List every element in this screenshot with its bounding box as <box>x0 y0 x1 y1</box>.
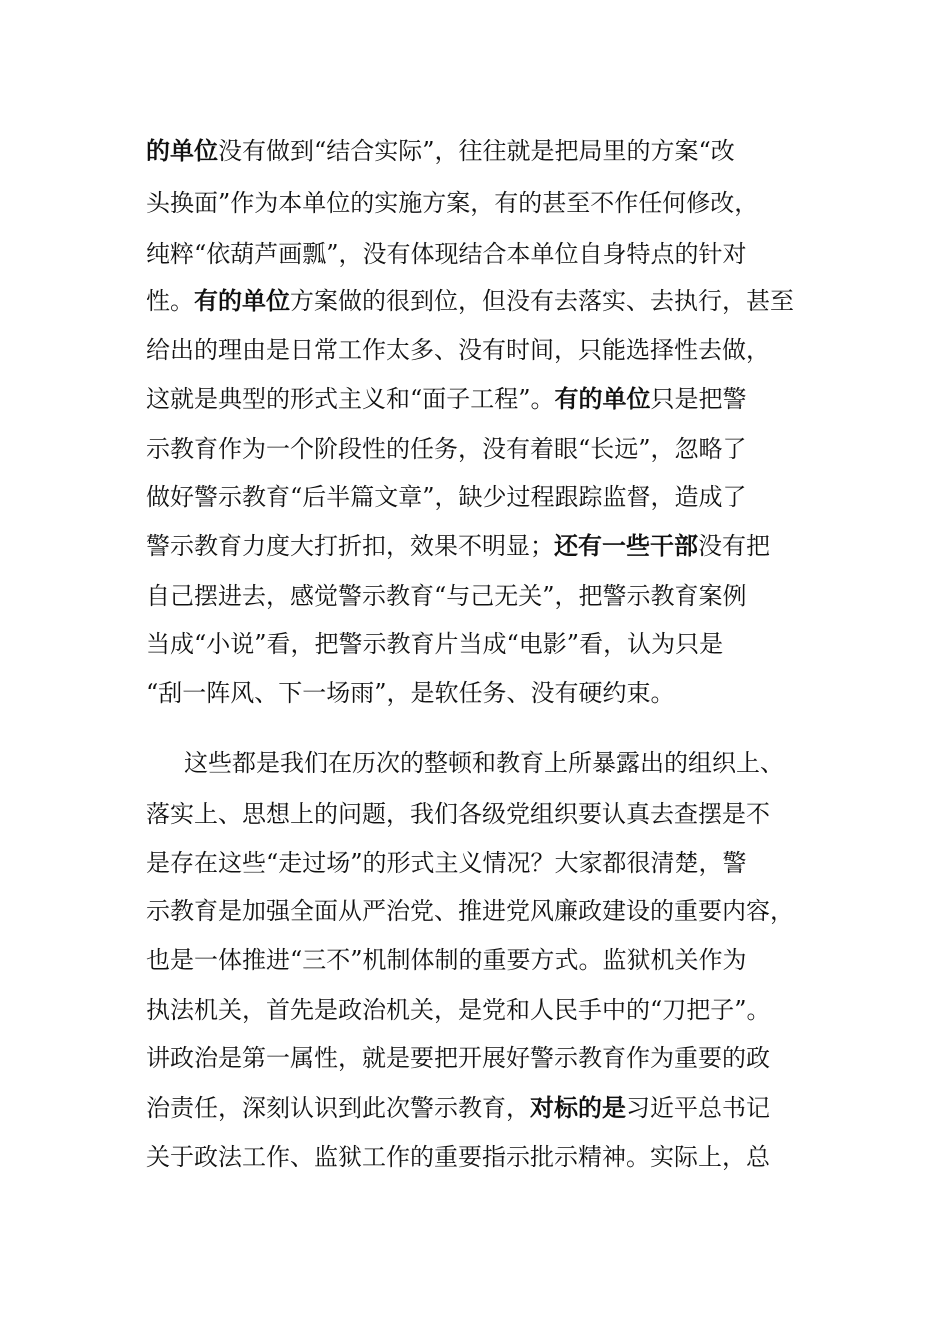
text-line <box>146 186 808 220</box>
text-line <box>146 943 808 977</box>
text-line <box>146 894 808 928</box>
text-line <box>146 432 808 466</box>
bold-phrase: 有的单位 <box>554 385 651 413</box>
text-run: 习近平总书记 <box>626 1094 770 1122</box>
text-line <box>146 797 808 831</box>
text-run: 示教育是加强全面从严治党、推进党风廉政建设的重要内容， <box>146 897 794 925</box>
text-run: 做好警示教育“后半篇文章”，缺少过程跟踪监督，造成了 <box>146 483 747 511</box>
text-run: 关于政法工作、监狱工作的重要指示批示精神。实际上，总 <box>146 1143 770 1171</box>
text-run: 自己摆进去，感觉警示教育“与己无关”，把警示教育案例 <box>146 582 747 610</box>
text-run: 没有把 <box>698 532 770 560</box>
text-line <box>146 1140 808 1174</box>
text-line <box>146 529 808 563</box>
bold-phrase: 对标的是 <box>530 1094 626 1122</box>
text-line <box>146 284 808 318</box>
text-run: 当成“小说”看，把警示教育片当成“电影”看，认为只是 <box>146 630 724 658</box>
text-run: 只是把警 <box>650 385 747 413</box>
text-run: 给出的理由是日常工作太多、没有时间，只能选择性去做， <box>146 336 770 364</box>
text-run: 这些都是我们在历次的整顿和教育上所暴露出的组织上、 <box>184 749 784 777</box>
text-line <box>146 627 808 661</box>
text-run: 治责任，深刻认识到此次警示教育， <box>146 1094 530 1122</box>
text-line <box>146 333 808 367</box>
text-line <box>146 1041 808 1075</box>
text-line <box>146 579 808 613</box>
text-run: “刮一阵风、下一场雨”，是软任务、没有硬约束。 <box>146 679 675 707</box>
text-run: 是存在这些“走过场”的形式主义情况？大家都很清楚，警 <box>146 849 747 877</box>
text-run: 落实上、思想上的问题，我们各级党组织要认真去查摆是不 <box>146 800 770 828</box>
text-run: 方案做的很到位，但没有去落实、去执行，甚至 <box>290 287 794 315</box>
text-line <box>146 676 808 710</box>
bold-phrase: 还有一些干部 <box>554 532 698 560</box>
text-run: 性。 <box>146 287 194 315</box>
text-run: 这就是典型的形式主义和“面子工程”。 <box>146 385 555 413</box>
text-line <box>146 480 808 514</box>
text-line <box>146 846 808 880</box>
text-line <box>146 382 808 416</box>
text-line <box>146 1091 808 1125</box>
text-line <box>146 993 808 1027</box>
bold-phrase: 有的单位 <box>194 287 290 315</box>
text-run: 警示教育力度大打折扣，效果不明显； <box>146 532 554 560</box>
text-run: 没有做到“结合实际”，往往就是把局里的方案“改 <box>218 137 735 165</box>
text-run: 也是一体推进“三不”机制体制的重要方式。监狱机关作为 <box>146 946 747 974</box>
text-run: 纯粹“依葫芦画瓢”，没有体现结合本单位自身特点的针对 <box>146 240 747 268</box>
text-run: 头换面”作为本单位的实施方案，有的甚至不作任何修改， <box>146 189 759 217</box>
bold-phrase: 的单位 <box>146 137 218 165</box>
text-line <box>184 746 808 780</box>
text-line <box>146 237 808 271</box>
text-run: 执法机关，首先是政治机关，是党和人民手中的“刀把子”。 <box>146 996 771 1024</box>
text-line <box>146 134 808 168</box>
text-run: 讲政治是第一属性，就是要把开展好警示教育作为重要的政 <box>146 1044 770 1072</box>
text-run: 示教育作为一个阶段性的任务，没有着眼“长远”，忽略了 <box>146 435 747 463</box>
